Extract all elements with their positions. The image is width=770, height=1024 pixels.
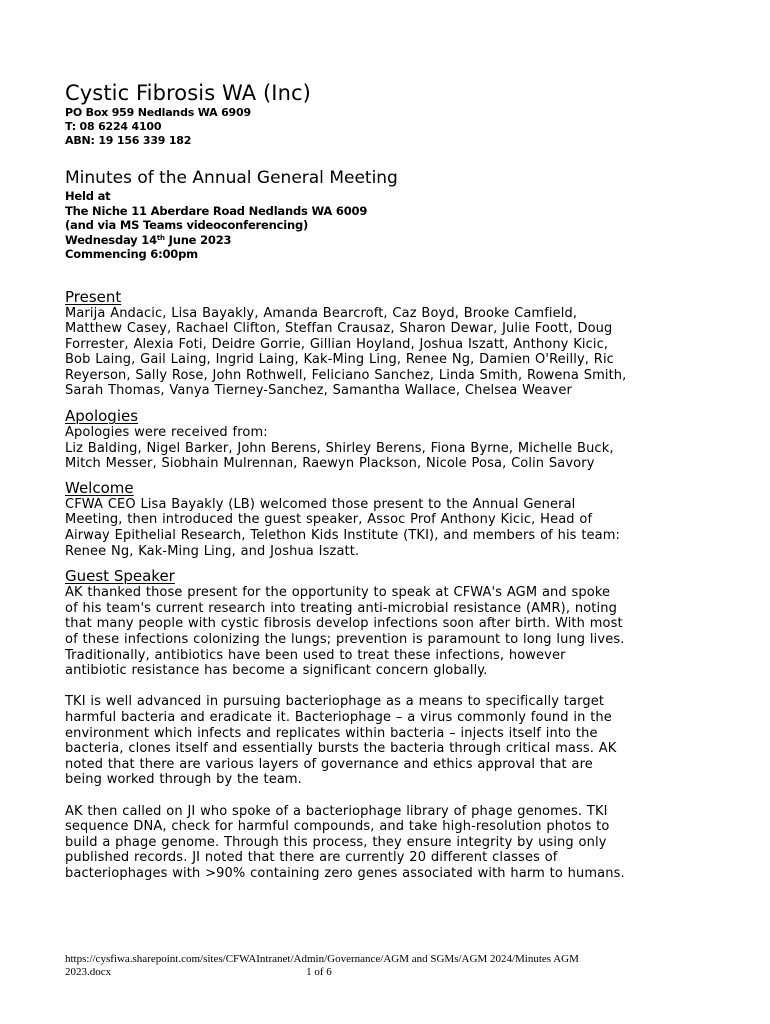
venue-address: The Niche 11 Aberdare Road Nedlands WA 6009 xyxy=(65,203,368,218)
guest-speaker-paragraph-3: AK then called on JI who spoke of a bacteriophage library of phage genomes. TKI sequence DNA, check for harmful compounds, and take high-resolution photos to build a phage genome. Through this process, they ensure integrity by using only published records. JI noted that there are currently 20 different classes of bacteriophages with >90% containing zero genes associated with harm to humans. xyxy=(65,803,625,881)
document-title: Minutes of the Annual General Meeting xyxy=(65,168,398,188)
guest-speaker-section xyxy=(65,567,715,881)
guest-speaker-paragraph-1: AK thanked those present for the opportunity to speak at CFWA's AGM and spoke of his team's current research into treating anti-microbial resistance (AMR), noting that many people with cystic fibrosis develop infections soon after birth. With most of these infections colonizing the lungs; prevention is paramount to long lung lives. Traditionally, antibiotics have been used to treat these infections, however antibiotic resistance has become a significant concern globally. xyxy=(65,585,625,679)
paragraph-spacer xyxy=(65,788,715,804)
welcome-text: CFWA CEO Lisa Bayakly (LB) welcomed those present to the Annual General Meeting, then introduced the guest speaker, Assoc Prof Anthony Kicic, Head of Airway Epithelial Research, Telethon Kids Institute (TKI), and members of his team: Renee Ng, Kak-Ming Ling, and Joshua Iszatt. xyxy=(65,496,621,559)
page-number: 1 of 6 xyxy=(306,966,332,978)
videoconference-note: (and via MS Teams videoconferencing) xyxy=(65,218,309,232)
welcome-heading: Welcome xyxy=(65,478,134,497)
organization-name: Cystic Fibrosis WA (Inc) xyxy=(65,81,311,105)
paragraph-spacer xyxy=(65,679,715,695)
meeting-details xyxy=(65,189,715,262)
abn-number: ABN: 19 156 339 182 xyxy=(65,134,192,147)
guest-speaker-heading: Guest Speaker xyxy=(65,567,175,586)
document-page xyxy=(65,80,715,882)
present-attendees: Marija Andacic, Lisa Bayakly, Amanda Bearcroft, Caz Boyd, Brooke Camfield, Matthew Casey, Rachael Clifton, Steffan Crausaz, Sharon Dewar, Julie Foott, Doug Forrester, Alexia Foti, Deidre Gorrie, Gillian Hoyland, Joshua Iszatt, Anthony Kicic, Bob Laing, Gail Laing, Ingrid Laing, Kak-Ming Ling, Renee Ng, Damien O'Reilly, Ric Reyerson, Sally Rose, John Rothwell, Feliciano Sanchez, Linda Smith, Rowena Smith, Sarah Thomas, Vanya Tierney-Sanchez, Samantha Wallace, Chelsea Weaver xyxy=(65,305,627,399)
postal-address: PO Box 959 Nedlands WA 6909 xyxy=(65,106,251,119)
apologies-list: Apologies were received from: Liz Balding, Nigel Barker, John Berens, Shirley Berens, Fiona Byrne, Michelle Buck, Mitch Messer, Siobhain Mulrennan, Raewyn Plackson, Nicole Posa, Colin Savory xyxy=(65,425,614,472)
welcome-section xyxy=(65,479,715,559)
phone-number: T: 08 6224 4100 xyxy=(65,120,162,133)
guest-speaker-paragraph-2: TKI is well advanced in pursuing bacteriophage as a means to specifically target harmful bacteria and eradicate it. Bacteriophage – a virus commonly found in the environment which infects and replicates within bacteria – injects itself into the bacteria, clones itself and essentially bursts the bacteria through critical mass. AK noted that there are various layers of governance and ethics approval that are being worked through by the team. xyxy=(65,694,617,788)
apologies-heading: Apologies xyxy=(65,407,139,426)
contact-block xyxy=(65,106,715,148)
held-at-label: Held at xyxy=(65,189,111,203)
page-footer xyxy=(65,953,685,979)
present-heading: Present xyxy=(65,287,122,306)
apologies-section xyxy=(65,407,715,472)
meeting-date: Wednesday 14th June 2023 xyxy=(65,232,232,247)
present-section xyxy=(65,288,715,400)
file-path-line-1: https://cysfiwa.sharepoint.com/sites/CFWAIntranet/Admin/Governance/AGM and SGMs/AGM 2024/Minutes AGM xyxy=(65,953,579,965)
commencing-time: Commencing 6:00pm xyxy=(65,247,198,261)
file-path-line-2: 2023.docx xyxy=(65,966,112,978)
